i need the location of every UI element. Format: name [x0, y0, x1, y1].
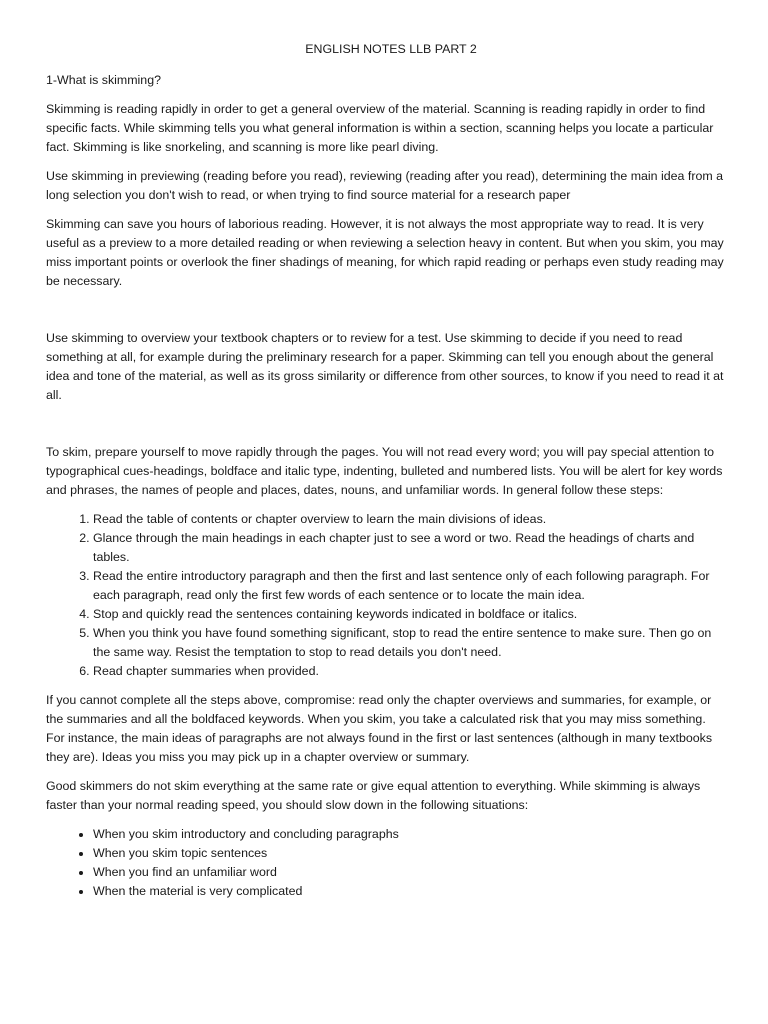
list-item: • When you skim introductory and concluding paragraphs	[93, 825, 726, 844]
document-page	[46, 40, 726, 911]
paragraph-benefits: Skimming can save you hours of laborious reading. However, it is not always the most appropriate way to read. It is very useful as a preview to a more detailed reading or when reviewing a selection heavy in content. But when you skim, you may miss important points or overlook the finer shadings of meaning, for which rapid reading or perhaps even study reading may be necessary.	[46, 217, 724, 288]
situations-list	[46, 825, 726, 901]
list-item: 5. When you think you have found something significant, stop to read the entire sentence to make sure. Then go on the same way. Resist the temptation to stop to read details you don't need.	[93, 624, 726, 662]
paragraph-how-to-skim: To skim, prepare yourself to move rapidly through the pages. You will not read every word; you will pay special attention to typographical cues-headings, boldface and italic type, indenting, bulleted and numbered lists. You will be alert for key words and phrases, the names of people and places, dates, nouns, and unfamiliar words. In general follow these steps:	[46, 445, 723, 497]
paragraph-good-skimmers: Good skimmers do not skim everything at the same rate or give equal attention to everything. While skimming is always faster than your normal reading speed, you should slow down in the following situations:	[46, 779, 701, 812]
list-item: 2. Glance through the main headings in each chapter just to see a word or two. Read the headings of charts and tables.	[93, 529, 726, 567]
steps-list	[46, 510, 726, 681]
paragraph-compromise: If you cannot complete all the steps above, compromise: read only the chapter overviews and summaries, for example, or the summaries and all the boldfaced keywords. When you skim, you take a calculated risk that you may miss something. For instance, the main ideas of paragraphs are not always found in the first or last sentences (although in many textbooks they are). Ideas you miss you may pick up in a chapter overview or summary.	[46, 693, 713, 764]
list-item: 4. Stop and quickly read the sentences containing keywords indicated in boldface or italics.	[93, 605, 726, 624]
paragraph-definition: Skimming is reading rapidly in order to get a general overview of the material. Scanning is reading rapidly in order to find specific facts. While skimming tells you what general information is within a section, scanning helps you locate a particular fact. Skimming is like snorkeling, and scanning is more like pearl diving.	[46, 102, 714, 154]
list-item: 3. Read the entire introductory paragraph and then the first and last sentence only of each following paragraph. For each paragraph, read only the first few words of each sentence or to locate the main idea.	[93, 567, 726, 605]
list-item: • When you find an unfamiliar word	[93, 863, 726, 882]
list-item: 6. Read chapter summaries when provided.	[93, 662, 726, 681]
list-item: • When you skim topic sentences	[93, 844, 726, 863]
paragraph-uses: Use skimming in previewing (reading before you read), reviewing (reading after you read), determining the main idea from a long selection you don't wish to read, or when trying to find source material for a research paper	[46, 169, 723, 202]
list-item: • When the material is very complicated	[93, 882, 726, 901]
paragraph-overview: Use skimming to overview your textbook chapters or to review for a test. Use skimming to decide if you need to read something at all, for example during the preliminary research for a paper. Skimming can tell you enough about the general idea and tone of the material, as well as its gross similarity or difference from other sources, to know if you need to read it at all.	[46, 331, 724, 402]
list-item: 1. Read the table of contents or chapter overview to learn the main divisions of ideas.	[93, 510, 726, 529]
document-title: ENGLISH NOTES LLB PART 2	[305, 42, 477, 56]
question-heading: 1-What is skimming?	[46, 73, 161, 87]
